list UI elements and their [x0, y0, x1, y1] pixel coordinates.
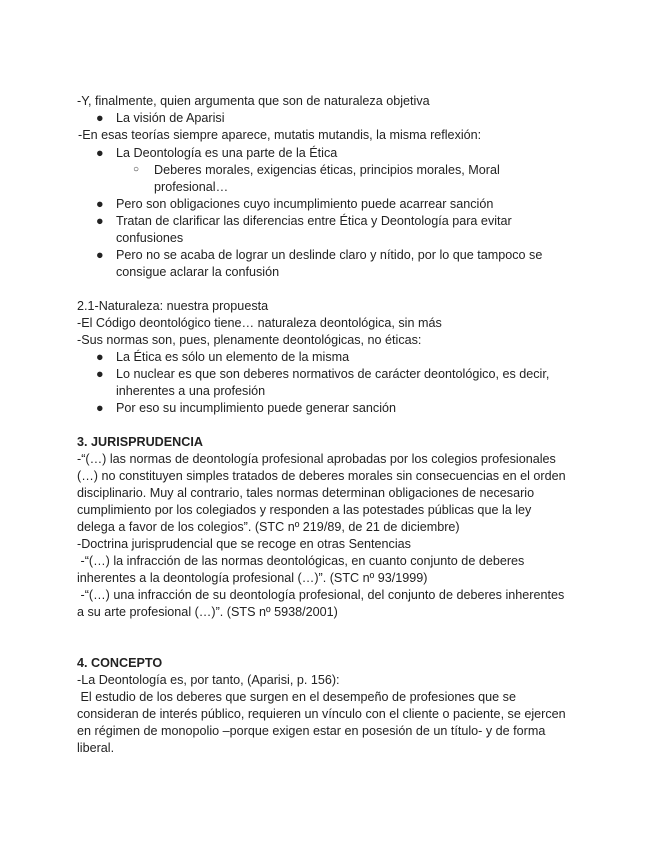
bullet-marker: ●	[96, 401, 104, 415]
intro-bullet-2: La Deontología es una parte de la Ética	[116, 146, 338, 160]
bullet-marker: ●	[96, 214, 104, 228]
juris-line: cumplimiento por los colegiados y responden a las potestades públicas que la ley	[77, 503, 532, 517]
bullet-marker: ●	[96, 248, 104, 262]
intro-bullet-1: La visión de Aparisi	[116, 111, 225, 125]
juris-heading: 3. JURISPRUDENCIA	[77, 435, 203, 449]
bullet-marker: ●	[96, 146, 104, 160]
intro-bullet-3: Pero son obligaciones cuyo incumplimiento puede acarrear sanción	[116, 197, 494, 211]
nature-bullet-2-line-2: inherentes a una profesión	[116, 384, 266, 398]
juris-line: -Doctrina jurisprudencial que se recoge en otras Sentencias	[77, 537, 411, 551]
bullet-marker: ●	[96, 367, 104, 381]
intro-bullet-4-line-2: confusiones	[116, 231, 184, 245]
nature-bullet-1: La Ética es sólo un elemento de la misma	[116, 350, 350, 364]
juris-line: -“(…) una infracción de su deontología profesional, del conjunto de deberes inherentes	[77, 588, 565, 602]
juris-line: a su arte profesional (…)”. (STS nº 5938/2001)	[77, 605, 338, 619]
juris-line: -“(…) las normas de deontología profesional aprobadas por los colegios profesionales	[77, 452, 556, 466]
sub-bullet-marker: ○	[133, 164, 140, 175]
concept-line: en régimen de monopolio –porque exigen estar en posesión de un título- y de forma	[77, 724, 546, 738]
concept-line: consideran de interés público, requieren un vínculo con el cliente o paciente, se ejercen	[77, 707, 566, 721]
juris-line: disciplinario. Muy al contrario, tales normas determinan obligaciones de necesario	[77, 486, 535, 500]
bullet-marker: ●	[96, 350, 104, 364]
intro-line-1: -Y, finalmente, quien argumenta que son de naturaleza objetiva	[77, 94, 430, 108]
nature-title: 2.1-Naturaleza: nuestra propuesta	[77, 299, 269, 313]
juris-line: inherentes a la deontología profesional (…)”. (STC nº 93/1999)	[77, 571, 428, 585]
intro-bullet-4-line-1: Tratan de clarificar las diferencias entre Ética y Deontología para evitar	[116, 214, 512, 228]
concept-heading: 4. CONCEPTO	[77, 656, 163, 670]
concept-line: liberal.	[77, 741, 115, 755]
intro-bullet-5-line-2: consigue aclarar la confusión	[116, 265, 280, 279]
juris-line: delega a favor de los colegios”. (STC nº 219/89, de 21 de diciembre)	[77, 520, 460, 534]
intro-sub-bullet-line-2: profesional…	[154, 180, 229, 194]
nature-bullet-3: Por eso su incumplimiento puede generar sanción	[116, 401, 397, 415]
bullet-marker: ●	[96, 197, 104, 211]
juris-line: -“(…) la infracción de las normas deontológicas, en cuanto conjunto de deberes	[77, 554, 525, 568]
concept-line: El estudio de los deberes que surgen en el desempeño de profesiones que se	[77, 690, 516, 704]
nature-line-2: -Sus normas son, pues, plenamente deontológicas, no éticas:	[77, 333, 422, 347]
nature-line-1: -El Código deontológico tiene… naturaleza deontológica, sin más	[77, 316, 442, 330]
juris-line: (…) no constituyen simples tratados de deberes morales sin consecuencias en el orden	[77, 469, 566, 483]
nature-bullet-2-line-1: Lo nuclear es que son deberes normativos de carácter deontológico, es decir,	[116, 367, 550, 381]
intro-sub-bullet-line-1: Deberes morales, exigencias éticas, principios morales, Moral	[154, 163, 500, 177]
concept-line: -La Deontología es, por tanto, (Aparisi, p. 156):	[77, 673, 340, 687]
intro-bullet-5-line-1: Pero no se acaba de lograr un deslinde claro y nítido, por lo que tampoco se	[116, 248, 543, 262]
bullet-marker: ●	[96, 111, 104, 125]
intro-line-2: -En esas teorías siempre aparece, mutatis mutandis, la misma reflexión:	[78, 128, 482, 142]
